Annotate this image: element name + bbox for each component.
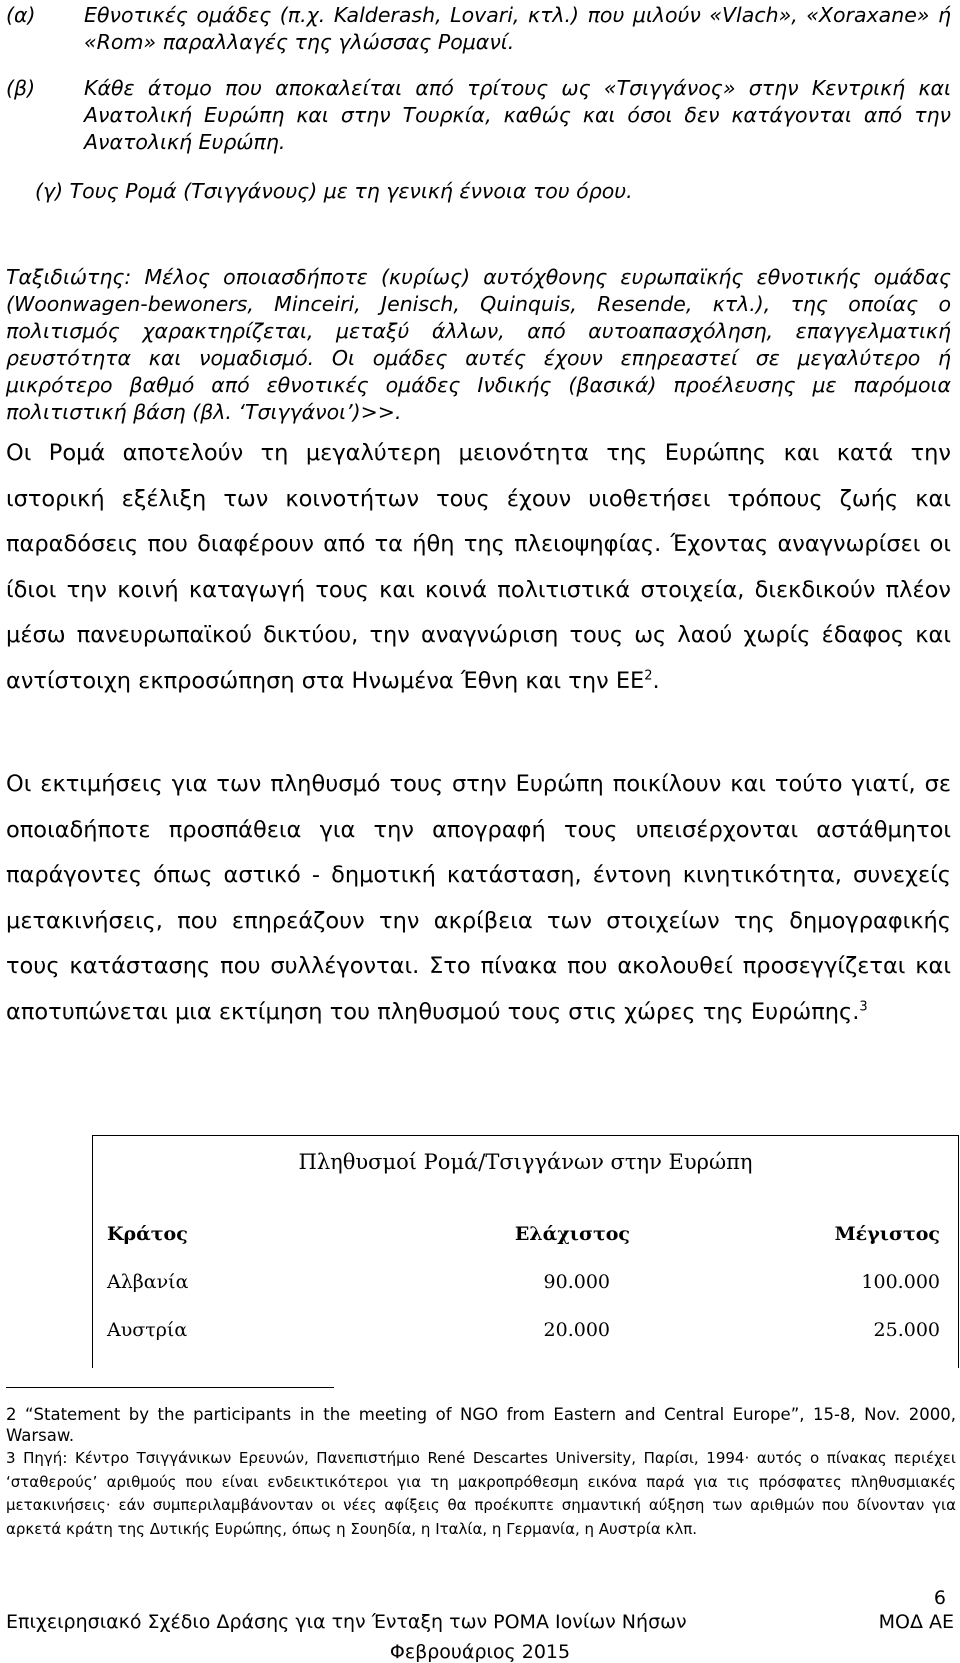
cell-state: Αλβανία (107, 1271, 189, 1293)
cell-max: 100.000 (861, 1271, 940, 1293)
header-state: Κράτος (107, 1223, 188, 1245)
body-paragraph-2-text: Οι εκτιμήσεις για των πληθυσμό τους στην Ευρώπη ποικίλουν και τούτο γιατί, σε οποιαδήποτε προσπάθεια για την απογραφή τους υπεισέρχονται αστάθμητοι παράγοντες όπως αστικό - δημοτική κατάσταση, έντονη κινητικότητα, συνεχείς μετακινήσεις, που επηρεάζουν την ακρίβεια των στοιχείων της δημογραφικής τους κατάστασης που συλλέγονται. Στο πίνακα που ακολουθεί προσεγγίζεται και αποτυπώνεται μια εκτίμηση του πληθυσμού τους στις χώρες της Ευρώπης. (6, 771, 951, 1025)
item-b-label: (β) (6, 76, 36, 100)
footnote-3: 3 Πηγή: Κέντρο Τσιγγάνικων Ερευνών, Πανεπιστήμιο René Descartes University, Παρίσι, 1994· αυτός ο πίνακας περιέχει ‘σταθερούς’ αριθμούς που είναι ενδεικτικότεροι για τη μακροπρόθεσμη εικόνα παρά για τις πρόσφατες πληθυσμιακές μετακινήσεις· εάν συμπεριλαμβάνονταν οι νέες αφίξεις θα προέκυπτε σημαντική αύξηση των αριθμών που δίνονταν για αρκετά κράτη της Δυτικής Ευρώπης, όπως η Σουηδία, η Ιταλία, η Γερμανία, η Αυστρία κλπ. (6, 1449, 956, 1538)
cell-min: 20.000 (543, 1319, 610, 1341)
body-paragraph-1 (6, 431, 951, 704)
footer-organization: ΜΟΔ ΑΕ (878, 1611, 954, 1633)
footer-date: Φεβρουάριος 2015 (389, 1641, 571, 1663)
body-paragraph-2 (6, 762, 951, 1035)
page-number: 6 (933, 1587, 946, 1609)
traveller-definition: Ταξιδιώτης: Μέλος οποιασδήποτε (κυρίως) αυτόχθονης ευρωπαϊκής εθνοτικής ομάδας (Woonwagen-bewoners, Minceiri, Jenisch, Quinquis, Resende, κτλ.), της οποίας ο πολιτισμός χαρακτηρίζεται, μεταξύ άλλων, από αυτοαπασχόληση, επαγγελματική ρευστότητα και νομαδισμό. Οι ομάδες αυτές έχουν επηρεαστεί σε μεγαλύτερο ή μικρότερο βαθμό από εθνοτικές ομάδες Ινδικής (βασικά) προέλευσης με παρόμοια πολιτιστική βάση (βλ. ‘Τσιγγάνοι’)>>. (6, 265, 951, 424)
footnote-2: 2 “Statement by the participants in the meeting of NGO from Eastern and Central Europe”, 15-8, Nov. 2000, Warsaw. (6, 1405, 956, 1445)
body-paragraph-1-text: Οι Ρομά αποτελούν τη μεγαλύτερη μειονότητα της Ευρώπης και κατά την ιστορική εξέλιξη των κοινοτήτων τους έχουν υιοθετήσει τρόπους ζωής και παραδόσεις που διαφέρουν από τα ήθη της πλειοψηφίας. Έχοντας αναγνωρίσει οι ίδιοι την κοινή καταγωγή τους και κοινά πολιτιστικά στοιχεία, διεκδικούν πλέον μέσω πανευρωπαϊκού δικτύου, την αναγνώριση τους ως λαού χωρίς έδαφος και αντίστοιχη εκπροσώπηση στα Ηνωμένα Έθνη και την ΕΕ (6, 440, 951, 694)
footnote-ref-2[interactable]: 2 (644, 668, 653, 683)
body-paragraph-1-end: . (652, 667, 660, 694)
table-header-row (107, 1223, 940, 1253)
cell-min: 90.000 (543, 1271, 610, 1293)
table-title: Πληθυσμοί Ρομά/Τσιγγάνων στην Ευρώπη (298, 1150, 753, 1174)
cell-max: 25.000 (873, 1319, 940, 1341)
footnote-separator (6, 1387, 334, 1388)
definition-item-a (6, 2, 951, 56)
header-min: Ελάχιστος (514, 1223, 630, 1245)
header-max: Μέγιστος (834, 1223, 940, 1245)
definition-item-b (6, 75, 951, 156)
table-row (107, 1271, 940, 1301)
item-a-text: Εθνοτικές ομάδες (π.χ. Kalderash, Lovari, κτλ.) που μιλούν «Vlach», «Xoraxane» ή «Rom» παραλλαγές της γλώσσας Ρομανί. (84, 3, 951, 54)
item-a-label: (α) (6, 3, 36, 27)
table-row (107, 1319, 940, 1349)
footnote-ref-3[interactable]: 3 (859, 999, 868, 1014)
footer-document-title: Επιχειρησιακό Σχέδιο Δράσης για την Ένταξη των ΡΟΜΑ Ιονίων Νήσων (6, 1611, 687, 1633)
cell-state: Αυστρία (107, 1319, 188, 1341)
definition-item-c: (γ) Τους Ρομά (Τσιγγάνους) με τη γενική έννοια του όρου. (35, 179, 633, 203)
population-table (92, 1135, 959, 1368)
item-b-text: Κάθε άτομο που αποκαλείται από τρίτους ως «Τσιγγάνος» στην Κεντρική και Ανατολική Ευρώπη και στην Τουρκία, καθώς και όσοι δεν κατάγονται από την Ανατολική Ευρώπη. (84, 76, 951, 154)
